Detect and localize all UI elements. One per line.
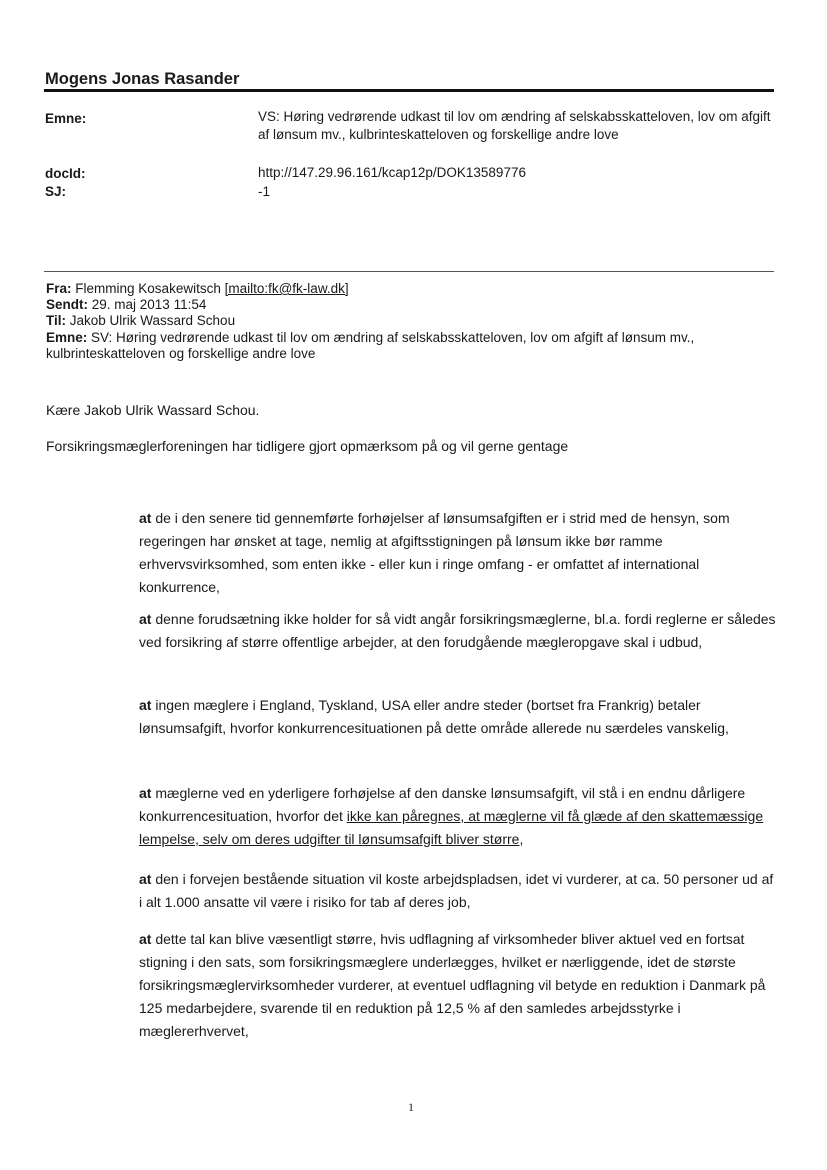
paragraph-4-text: mæglerne ved en yderligere forhøjelse af den danske lønsumsafgift, vil stå i en endnu dårligere konkurrencesituation, hvorfor det [139, 785, 746, 824]
at-marker: at [139, 931, 152, 947]
email-from-line [46, 281, 766, 297]
to-label: Til: [46, 313, 66, 328]
emne-label: Emne: [45, 111, 87, 126]
bullet-paragraph-2 [139, 608, 779, 654]
document-owner-name: Mogens Jonas Rasander [45, 70, 240, 88]
paragraph-2-text: denne forudsætning ikke holder for så vidt angår forsikringsmæglerne, bl.a. fordi reglerne er således ved forsikring af større offentlige arbejder, at den forudgående mægleropgave skal i udbud, [139, 611, 776, 650]
bullet-paragraph-4 [139, 782, 779, 851]
email-to-line [46, 313, 766, 329]
subject-label: Emne: [46, 330, 88, 345]
email-divider [44, 271, 774, 272]
at-marker: at [139, 785, 152, 801]
salutation: Kære Jakob Ulrik Wassard Schou. [46, 402, 260, 418]
email-sent-line [46, 297, 766, 313]
at-marker: at [139, 510, 152, 526]
email-subject-line [46, 330, 766, 362]
docid-label: docId: [45, 166, 86, 181]
to-value: Jakob Ulrik Wassard Schou [69, 313, 236, 328]
bullet-paragraph-5 [139, 868, 779, 914]
paragraph-3-text: ingen mæglere i England, Tyskland, USA eller andre steder (bortset fra Frankrig) betaler lønsumsafgift, hvorfor konkurrencesituationen på dette område allerede nu særdeles vanskelig, [139, 697, 729, 736]
from-label: Fra: [46, 281, 72, 296]
from-mailto-link[interactable]: [mailto:fk@fk-law.dk] [224, 281, 349, 296]
bullet-paragraph-1 [139, 507, 779, 599]
sent-label: Sendt: [46, 297, 88, 312]
paragraph-5-text: den i forvejen bestående situation vil koste arbejdspladsen, idet vi vurderer, at ca. 50 personer ud af i alt 1.000 ansatte vil være i risiko for tab af deres job, [139, 871, 774, 910]
sj-value: -1 [258, 184, 271, 199]
at-marker: at [139, 697, 152, 713]
paragraph-4-end: , [519, 831, 524, 847]
at-marker: at [139, 871, 152, 887]
docid-value: http://147.29.96.161/kcap12p/DOK13589776 [258, 165, 526, 180]
sent-value: 29. maj 2013 11:54 [91, 297, 207, 312]
bullet-paragraph-6 [139, 928, 779, 1043]
bullet-paragraph-3 [139, 694, 779, 740]
paragraph-1-text: de i den senere tid gennemførte forhøjelser af lønsumsafgiften er i strid med de hensyn, som regeringen har ønsket at tage, nemlig at afgiftsstigningen på lønsum ikke bør ramme erhvervsvirksomhed, som enten ikke - eller kun i ringe omfang - er omfattet af international konkurrence, [139, 510, 730, 595]
paragraph-6-text: dette tal kan blive væsentligt større, hvis udflagning af virksomheder bliver aktuel ved en fortsat stigning i den sats, som forsikringsmæglere underlægges, hvilket er nærliggende, idet de største forsikringsmæglervirksomheder vurderer, at eventuel udflagning vil betyde en reduktion i Danmark på 125 medarbejdere, svarende til en reduktion på 12,5 % af den samledes arbejdsstyrke i mæglererhvervet, [139, 931, 766, 1039]
page-number: 1 [408, 1100, 414, 1114]
emne-value: VS: Høring vedrørende udkast til lov om ændring af selskabsskatteloven, lov om afgift af lønsum mv., kulbrinteskatteloven og forskellige andre love [258, 109, 771, 142]
at-marker: at [139, 611, 152, 627]
intro-text: Forsikringsmæglerforeningen har tidligere gjort opmærksom på og vil gerne gentage [46, 438, 569, 454]
paragraph-4-underlined-text: ikke kan påregnes, at mæglerne vil få glæde af den skattemæssige lempelse, selv om deres udgifter til lønsumsafgift bliver større [139, 808, 764, 847]
from-name: Flemming Kosakewitsch [75, 281, 221, 296]
sj-label: SJ: [45, 184, 67, 199]
subject-value: SV: Høring vedrørende udkast til lov om ændring af selskabsskatteloven, lov om afgift af lønsum mv., kulbrinteskatteloven og forskellige andre love [46, 330, 695, 361]
header-divider [44, 89, 774, 92]
